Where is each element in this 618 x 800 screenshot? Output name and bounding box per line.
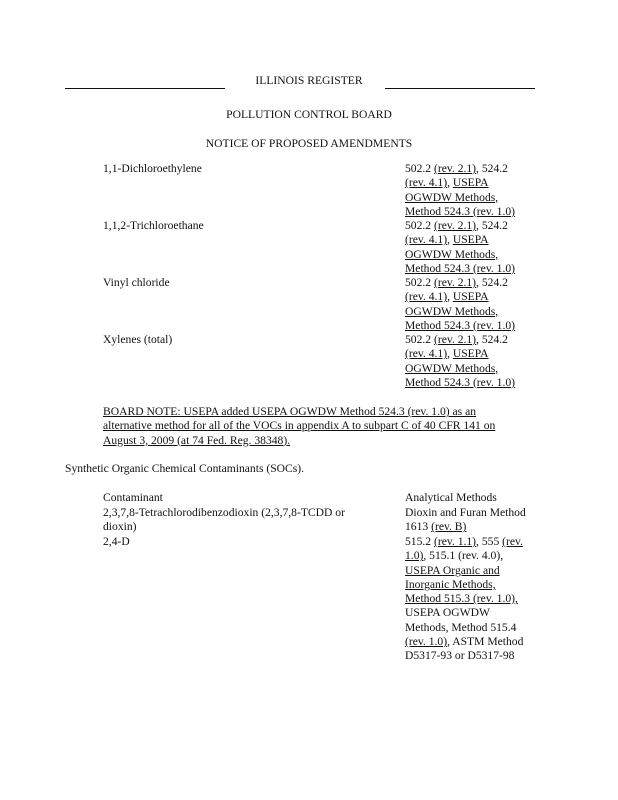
voc-contaminant: Xylenes (total) xyxy=(103,333,173,346)
voc-method: 502.2 (rev. 2.1), 524.2 (rev. 4.1), USEPA OGWDW Methods, Method 524.3 (rev. 1.0) xyxy=(405,162,516,218)
column-header-contaminant: Contaminant xyxy=(103,491,163,504)
notice-title: NOTICE OF PROPOSED AMENDMENTS xyxy=(205,137,413,150)
voc-method: 502.2 (rev. 2.1), 524.2 (rev. 4.1), USEPA OGWDW Methods, Method 524.3 (rev. 1.0) xyxy=(405,333,516,389)
register-title: ILLINOIS REGISTER xyxy=(255,74,363,87)
soc-contaminant: 2,3,7,8-Tetrachlorodibenzodioxin (2,3,7,8-TCDD or dioxin) xyxy=(103,506,345,534)
column-header-methods: Analytical Methods xyxy=(405,491,497,504)
soc-heading: Synthetic Organic Chemical Contaminants (SOCs). xyxy=(65,462,305,475)
voc-contaminant: 1,1-Dichloroethylene xyxy=(103,162,202,175)
board-note: BOARD NOTE: USEPA added USEPA OGWDW Method 524.3 (rev. 1.0) as an alternative method for all of the VOCs in appendix A to subpart C of 40 CFR 141 on August 3, 2009 (at 74 Fed. Reg. 38348). xyxy=(103,405,496,447)
voc-contaminant: 1,1,2-Trichloroethane xyxy=(103,219,204,232)
voc-method: 502.2 (rev. 2.1), 524.2 (rev. 4.1), USEPA OGWDW Methods, Method 524.3 (rev. 1.0) xyxy=(405,219,516,275)
board-title: POLLUTION CONTROL BOARD xyxy=(226,108,392,121)
soc-method: Dioxin and Furan Method 1613 (rev. B) xyxy=(405,506,526,534)
soc-contaminant: 2,4-D xyxy=(103,535,130,548)
soc-method: 515.2 (rev. 1.1), 555 (rev. 1.0), 515.1 (rev. 4.0), USEPA Organic and Inorganic Methods, Method 515.3 (rev. 1.0), USEPA OGWDW Methods, Method 515.4 (rev. 1.0), ASTM Method D5317-93 or D5317-98 xyxy=(405,535,524,663)
voc-contaminant: Vinyl chloride xyxy=(103,276,170,289)
voc-method: 502.2 (rev. 2.1), 524.2 (rev. 4.1), USEPA OGWDW Methods, Method 524.3 (rev. 1.0) xyxy=(405,276,516,332)
